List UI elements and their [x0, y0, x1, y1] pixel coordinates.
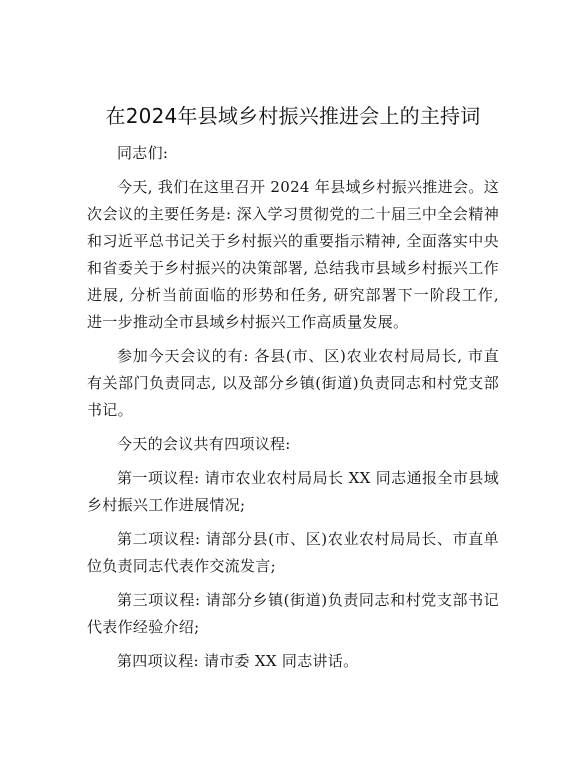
paragraph-agenda-intro: 今天的会议共有四项议程:: [117, 435, 291, 453]
agenda-item-1: 第一项议程: 请市农业农村局局长 XX 同志通报全市县域乡村振兴工作进展情况;: [87, 469, 499, 514]
paragraph-attendees: 参加今天会议的有: 各县(市、区)农业农村局局长, 市直有关部门负责同志, 以及部分乡镇(街道)负责同志和村党支部书记。: [87, 347, 499, 419]
salutation: 同志们:: [117, 144, 169, 162]
agenda-item-2: 第二项议程: 请部分县(市、区)农业农村局局长、市直单位负责同志代表作交流发言;: [87, 530, 499, 575]
paragraph-opening: 今天, 我们在这里召开 2024 年县域乡村振兴推进会。这次会议的主要任务是: 深入学习贯彻党的二十届三中全会精神和习近平总书记关于乡村振兴的重要指示精神, 全面落实中央和省委关于乡村振兴的决策部署, 总结我市县域乡村振兴工作进展, 分析当前面临的形势和任务, 研究部署下一阶段工作, 进一步推动全市县域乡村振兴工作高质量发展。: [87, 178, 499, 331]
agenda-item-3: 第三项议程: 请部分乡镇(街道)负责同志和村党支部书记代表作经验介绍;: [87, 591, 499, 636]
agenda-item-4: 第四项议程: 请市委 XX 同志讲话。: [117, 652, 359, 670]
document-body: [87, 140, 499, 682]
document-title: 在2024年县域乡村振兴推进会上的主持词: [105, 104, 481, 128]
